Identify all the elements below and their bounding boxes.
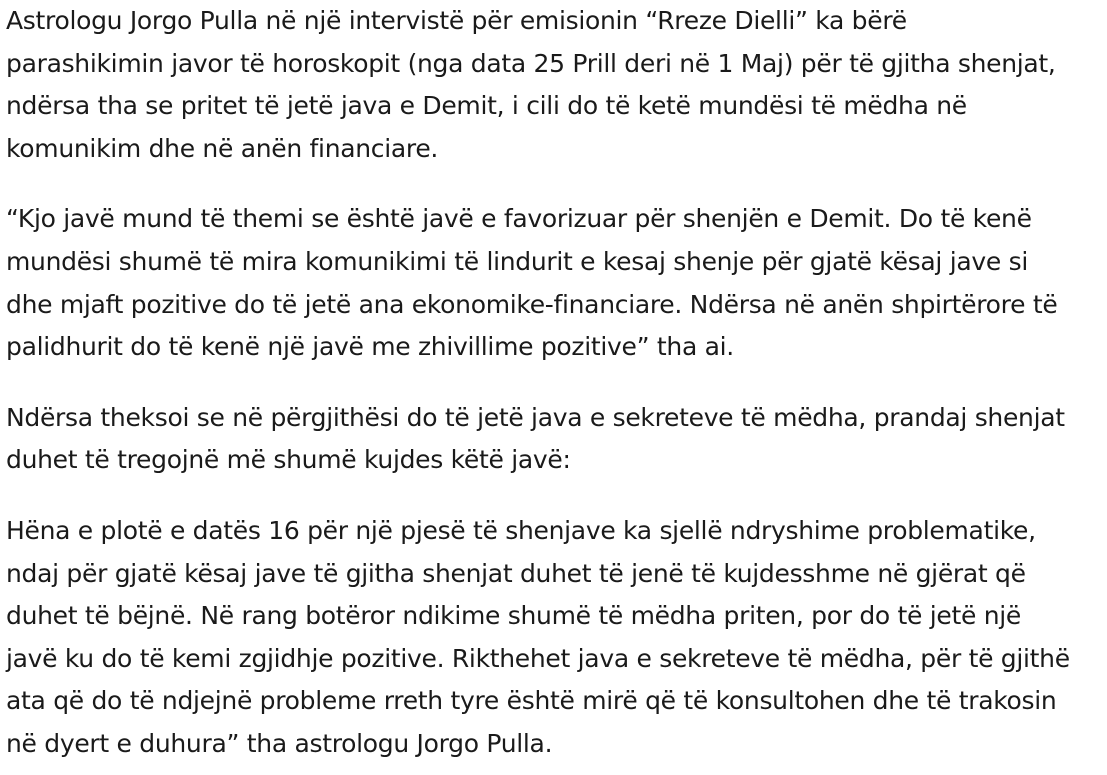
text-line: duhet të bëjnë. Në rang botëror ndikime shumë të mëdha priten, por do të jetë një — [6, 601, 1021, 631]
paragraph-quote — [6, 198, 1099, 368]
text-line: dhe mjaft pozitive do të jetë ana ekonomike-financiare. Ndërsa në anën shpirtërore të — [6, 289, 1058, 319]
paragraph-spacer — [6, 369, 1099, 397]
paragraph-spacer — [6, 482, 1099, 510]
text-line: javë ku do të kemi zgjidhje pozitive. Rikthehet java e sekreteve të mëdha, për të gjithë — [6, 643, 1070, 673]
text-line: komunikim dhe në anën financiare. — [6, 133, 439, 163]
text-line: ata që do të ndjejnë probleme rreth tyre është mirë që të konsultohen dhe të trakosin — [6, 686, 1057, 716]
paragraph-spacer — [6, 170, 1099, 198]
text-line: duhet të tregojnë më shumë kujdes këtë javë: — [6, 445, 571, 475]
paragraph-general — [6, 397, 1099, 482]
text-line: mundësi shumë të mira komunikimi të lindurit e kesaj shenje për gjatë kësaj jave si — [6, 246, 1028, 276]
text-line: ndaj për gjatë kësaj jave të gjitha shenjat duhet të jenë të kujdesshme në gjërat që — [6, 558, 1026, 588]
paragraph-full-moon — [6, 510, 1099, 766]
text-line: Ndërsa theksoi se në përgjithësi do të jetë java e sekreteve të mëdha, prandaj shenjat — [6, 402, 1065, 432]
paragraph-intro — [6, 0, 1099, 170]
text-line: palidhurit do të kenë një javë me zhivillime pozitive” tha ai. — [6, 332, 734, 362]
text-line: Hëna e plotë e datës 16 për një pjesë të shenjave ka sjellë ndryshime problematike, — [6, 515, 1036, 545]
text-line: parashikimin javor të horoskopit (nga data 25 Prill deri në 1 Maj) për të gjitha shenjat, — [6, 48, 1056, 78]
text-line: ndërsa tha se pritet të jetë java e Demit, i cili do të ketë mundësi të mëdha në — [6, 91, 967, 121]
text-line: “Kjo javë mund të themi se është javë e favorizuar për shenjën e Demit. Do të kenë — [6, 204, 1032, 234]
text-line: në dyert e duhura” tha astrologu Jorgo Pulla. — [6, 728, 553, 758]
text-line: Astrologu Jorgo Pulla në një intervistë për emisionin “Rreze Dielli” ka bërë — [6, 6, 907, 35]
